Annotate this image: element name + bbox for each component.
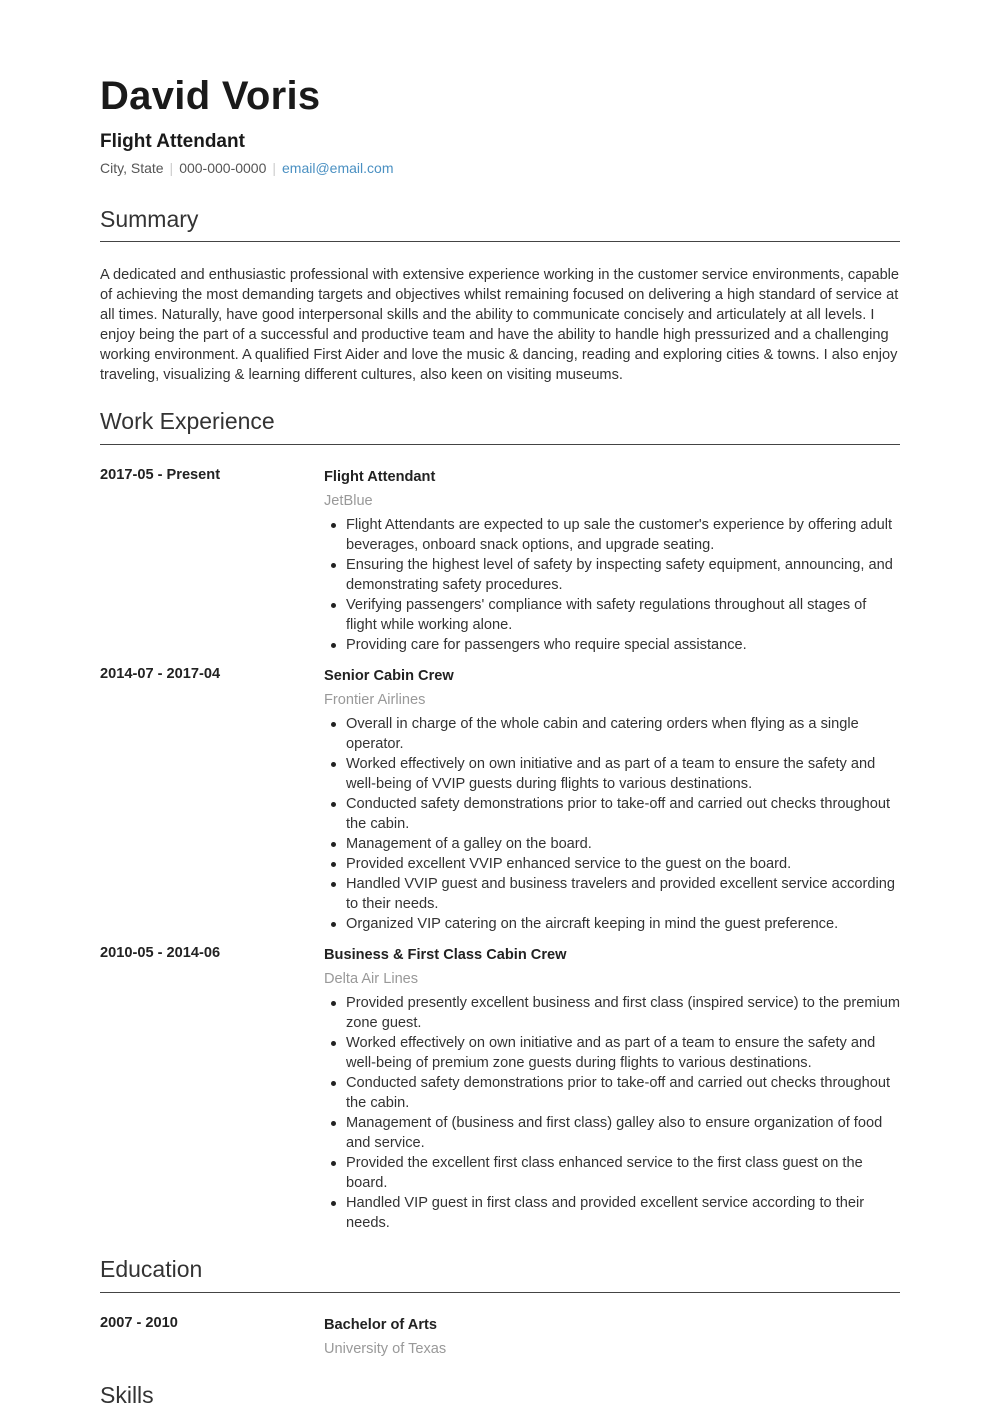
candidate-name: David Voris [100, 74, 321, 118]
bullet-item: Provided the excellent first class enhanced service to the first class guest on the board. [324, 1153, 900, 1193]
experience-details [324, 666, 900, 934]
bullet-item: Worked effectively on own initiative and as part of a team to ensure the safety and well-being of VVIP guests during flights to various destinations. [324, 754, 900, 794]
contact-line [100, 160, 393, 176]
experience-bullets [324, 714, 900, 934]
contact-separator: | [169, 160, 174, 176]
experience-company: JetBlue [324, 493, 373, 509]
summary-text: A dedicated and enthusiastic professional with extensive experience working in the customer service environments, capable of achieving the most demanding targets and objectives whilst remaining focused on delivering a high standard of service at all times. Naturally, have good interpersonal skills and the ability to communicate concisely and articulately at all levels. I enjoy being the part of a successful and productive team and have the ability to handle high pressurized and a challenging working environment. A qualified First Aider and love the music & dancing, reading and exploring cities & towns. I also enjoy traveling, visualizing & learning different cultures, also keen on visiting museums. [100, 267, 900, 383]
section-divider [100, 444, 900, 445]
contact-separator: | [272, 160, 277, 176]
experience-role: Business & First Class Cabin Crew [324, 947, 567, 963]
experience-dates: 2017-05 - Present [100, 467, 221, 483]
bullet-item: Ensuring the highest level of safety by inspecting safety equipment, announcing, and demonstrating safety procedures. [324, 555, 900, 595]
bullet-item: Management of (business and first class) galley also to ensure organization of food and service. [324, 1113, 900, 1153]
experience-details [324, 945, 900, 1233]
education-details [324, 1315, 900, 1359]
experience-details [324, 467, 900, 655]
education-heading: Education [100, 1256, 203, 1282]
candidate-title: Flight Attendant [100, 131, 245, 152]
contact-phone: 000-000-0000 [179, 160, 267, 176]
bullet-item: Provided excellent VVIP enhanced service to the guest on the board. [324, 854, 900, 874]
education-degree: Bachelor of Arts [324, 1317, 437, 1333]
experience-role: Flight Attendant [324, 469, 436, 485]
contact-location: City, State [100, 160, 164, 176]
bullet-item: Providing care for passengers who require special assistance. [324, 635, 900, 655]
work-experience-heading: Work Experience [100, 408, 275, 434]
experience-bullets [324, 515, 900, 655]
skills-heading: Skills [100, 1382, 154, 1408]
bullet-item: Conducted safety demonstrations prior to take-off and carried out checks throughout the cabin. [324, 794, 900, 834]
bullet-item: Management of a galley on the board. [324, 834, 900, 854]
education-school: University of Texas [324, 1341, 447, 1357]
bullet-item: Conducted safety demonstrations prior to take-off and carried out checks throughout the cabin. [324, 1073, 900, 1113]
experience-dates: 2014-07 - 2017-04 [100, 666, 221, 682]
section-divider [100, 1292, 900, 1293]
bullet-item: Worked effectively on own initiative and as part of a team to ensure the safety and well-being of premium zone guests during flights to various destinations. [324, 1033, 900, 1073]
bullet-item: Verifying passengers' compliance with safety regulations throughout all stages of flight while working alone. [324, 595, 900, 635]
bullet-item: Provided presently excellent business and first class (inspired service) to the premium zone guest. [324, 993, 900, 1033]
bullet-item: Overall in charge of the whole cabin and catering orders when flying as a single operator. [324, 714, 900, 754]
experience-bullets [324, 993, 900, 1233]
experience-role: Senior Cabin Crew [324, 668, 454, 684]
bullet-item: Flight Attendants are expected to up sale the customer's experience by offering adult beverages, onboard snack options, and upgrade seating. [324, 515, 900, 555]
experience-company: Delta Air Lines [324, 971, 419, 987]
contact-email-link[interactable]: email@email.com [282, 160, 394, 176]
summary-heading: Summary [100, 206, 199, 232]
bullet-item: Handled VIP guest in first class and provided excellent service according to their needs. [324, 1193, 900, 1233]
education-dates: 2007 - 2010 [100, 1315, 178, 1331]
experience-dates: 2010-05 - 2014-06 [100, 945, 221, 961]
section-divider [100, 241, 900, 242]
bullet-item: Handled VVIP guest and business travelers and provided excellent service according to their needs. [324, 874, 900, 914]
bullet-item: Organized VIP catering on the aircraft keeping in mind the guest preference. [324, 914, 900, 934]
experience-company: Frontier Airlines [324, 692, 426, 708]
